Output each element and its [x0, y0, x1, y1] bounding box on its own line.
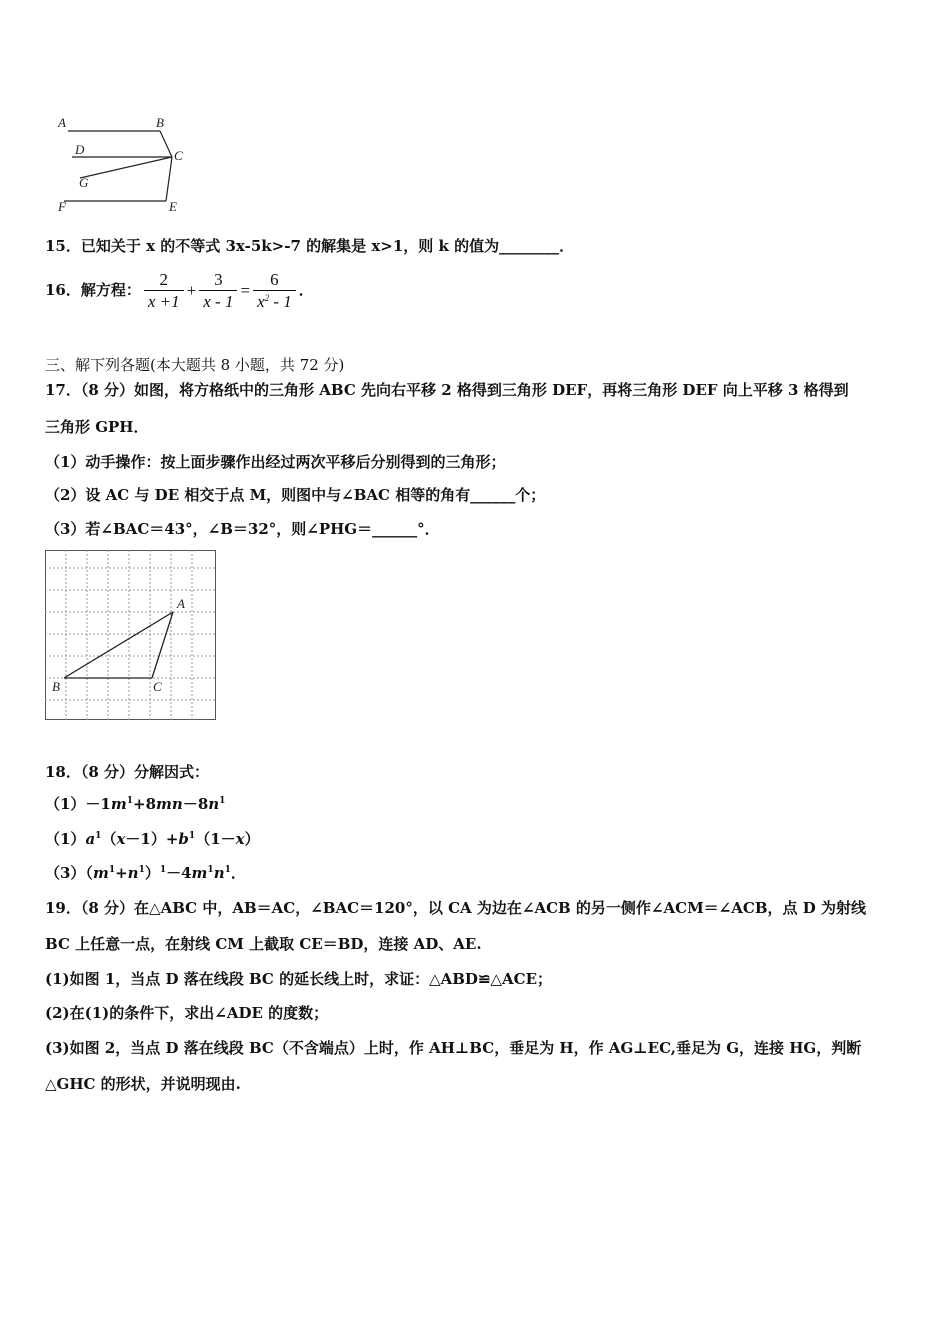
q19-part2: (2)在(1)的条件下，求出∠ADE 的度数； — [45, 1004, 329, 1022]
q19-line2: BC 上任意一点，在射线 CM 上截取 CE＝BD，连接 AD、AE. — [45, 935, 482, 953]
q18-expr3: $(3)(m^1+n^1)^1-4m^1n^1$． — [45, 864, 246, 882]
grid-lines — [45, 550, 216, 720]
fraction-2: $\frac{3}{x - 1}$ — [199, 270, 237, 313]
parallel-lines-figure — [52, 112, 197, 216]
label-d: D — [75, 142, 85, 157]
question-16 — [45, 268, 314, 312]
q17-line2: 三角形 GPH． — [45, 418, 149, 436]
line-gc — [80, 157, 172, 178]
question-15: 15．已知关于 x 的不等式 3x-5k>-7 的解集是 x>1，则 k 的值为________． — [45, 237, 575, 255]
q17-part2: （2）设 AC 与 DE 相交于点 M，则图中与∠BAC 相等的角有______个； — [45, 486, 546, 504]
triangle-abc — [64, 612, 173, 678]
grid-label-c: C — [153, 679, 162, 694]
label-a: A — [58, 115, 66, 130]
line-ce — [166, 157, 172, 201]
label-f: F — [58, 199, 66, 214]
q17-part1: （1）动手操作：按上面步骤作出经过两次平移后分别得到的三角形； — [45, 453, 506, 471]
label-g: G — [79, 175, 89, 190]
q17-part3: （3）若∠BAC＝43°，∠B＝32°，则∠PHG＝______°． — [45, 520, 440, 538]
q19-part3: (3)如图 2，当点 D 落在线段 BC（不含端点）上时，作 AH⊥BC，垂足为 H，作 AG⊥EC,垂足为 G，连接 HG，判断 — [45, 1039, 862, 1057]
q18-expr1: $(1)-1m^1+8mn-8n^1$ — [45, 795, 226, 813]
label-b: B — [156, 115, 164, 130]
fraction-3: $\frac{6}{x^2 - 1}$ — [253, 270, 296, 313]
line-bc — [160, 131, 172, 157]
q16-prefix: 16．解方程： — [45, 281, 141, 299]
label-c: C — [174, 148, 183, 163]
q19-part1: (1)如图 1，当点 D 落在线段 BC 的延长线上时，求证：△ABD≌△ACE； — [45, 970, 553, 988]
q18-expr2: $(1)a^1(x-1)+b^1(1-x)$ — [45, 830, 260, 848]
q17-line1: 17．（8 分）如图，将方格纸中的三角形 ABC 先向右平移 2 格得到三角形 DEF，再将三角形 DEF 向上平移 3 格得到 — [45, 381, 849, 399]
q19-line1: 19．（8 分）在△ABC 中，AB＝AC，∠BAC＝120°，以 CA 为边在∠ACB 的另一侧作∠ACM＝∠ACB，点 D 为射线 — [45, 899, 866, 917]
section-3-heading: 三、解下列各题(本大题共 8 小题，共 72 分) — [45, 356, 345, 374]
plus-sign: + — [186, 281, 197, 300]
label-e: E — [169, 199, 177, 214]
q16-end: ． — [298, 281, 314, 299]
q19-part4: △GHC 的形状，并说明现由. — [45, 1075, 241, 1093]
equals-sign: = — [240, 281, 251, 300]
grid-label-a: A — [177, 596, 185, 611]
fraction-1: $\frac{2}{x +1}$ — [144, 270, 184, 313]
grid-label-b: B — [52, 679, 60, 694]
grid-triangle-figure — [45, 550, 217, 722]
q18-title: 18．（8 分）分解因式： — [45, 763, 210, 781]
